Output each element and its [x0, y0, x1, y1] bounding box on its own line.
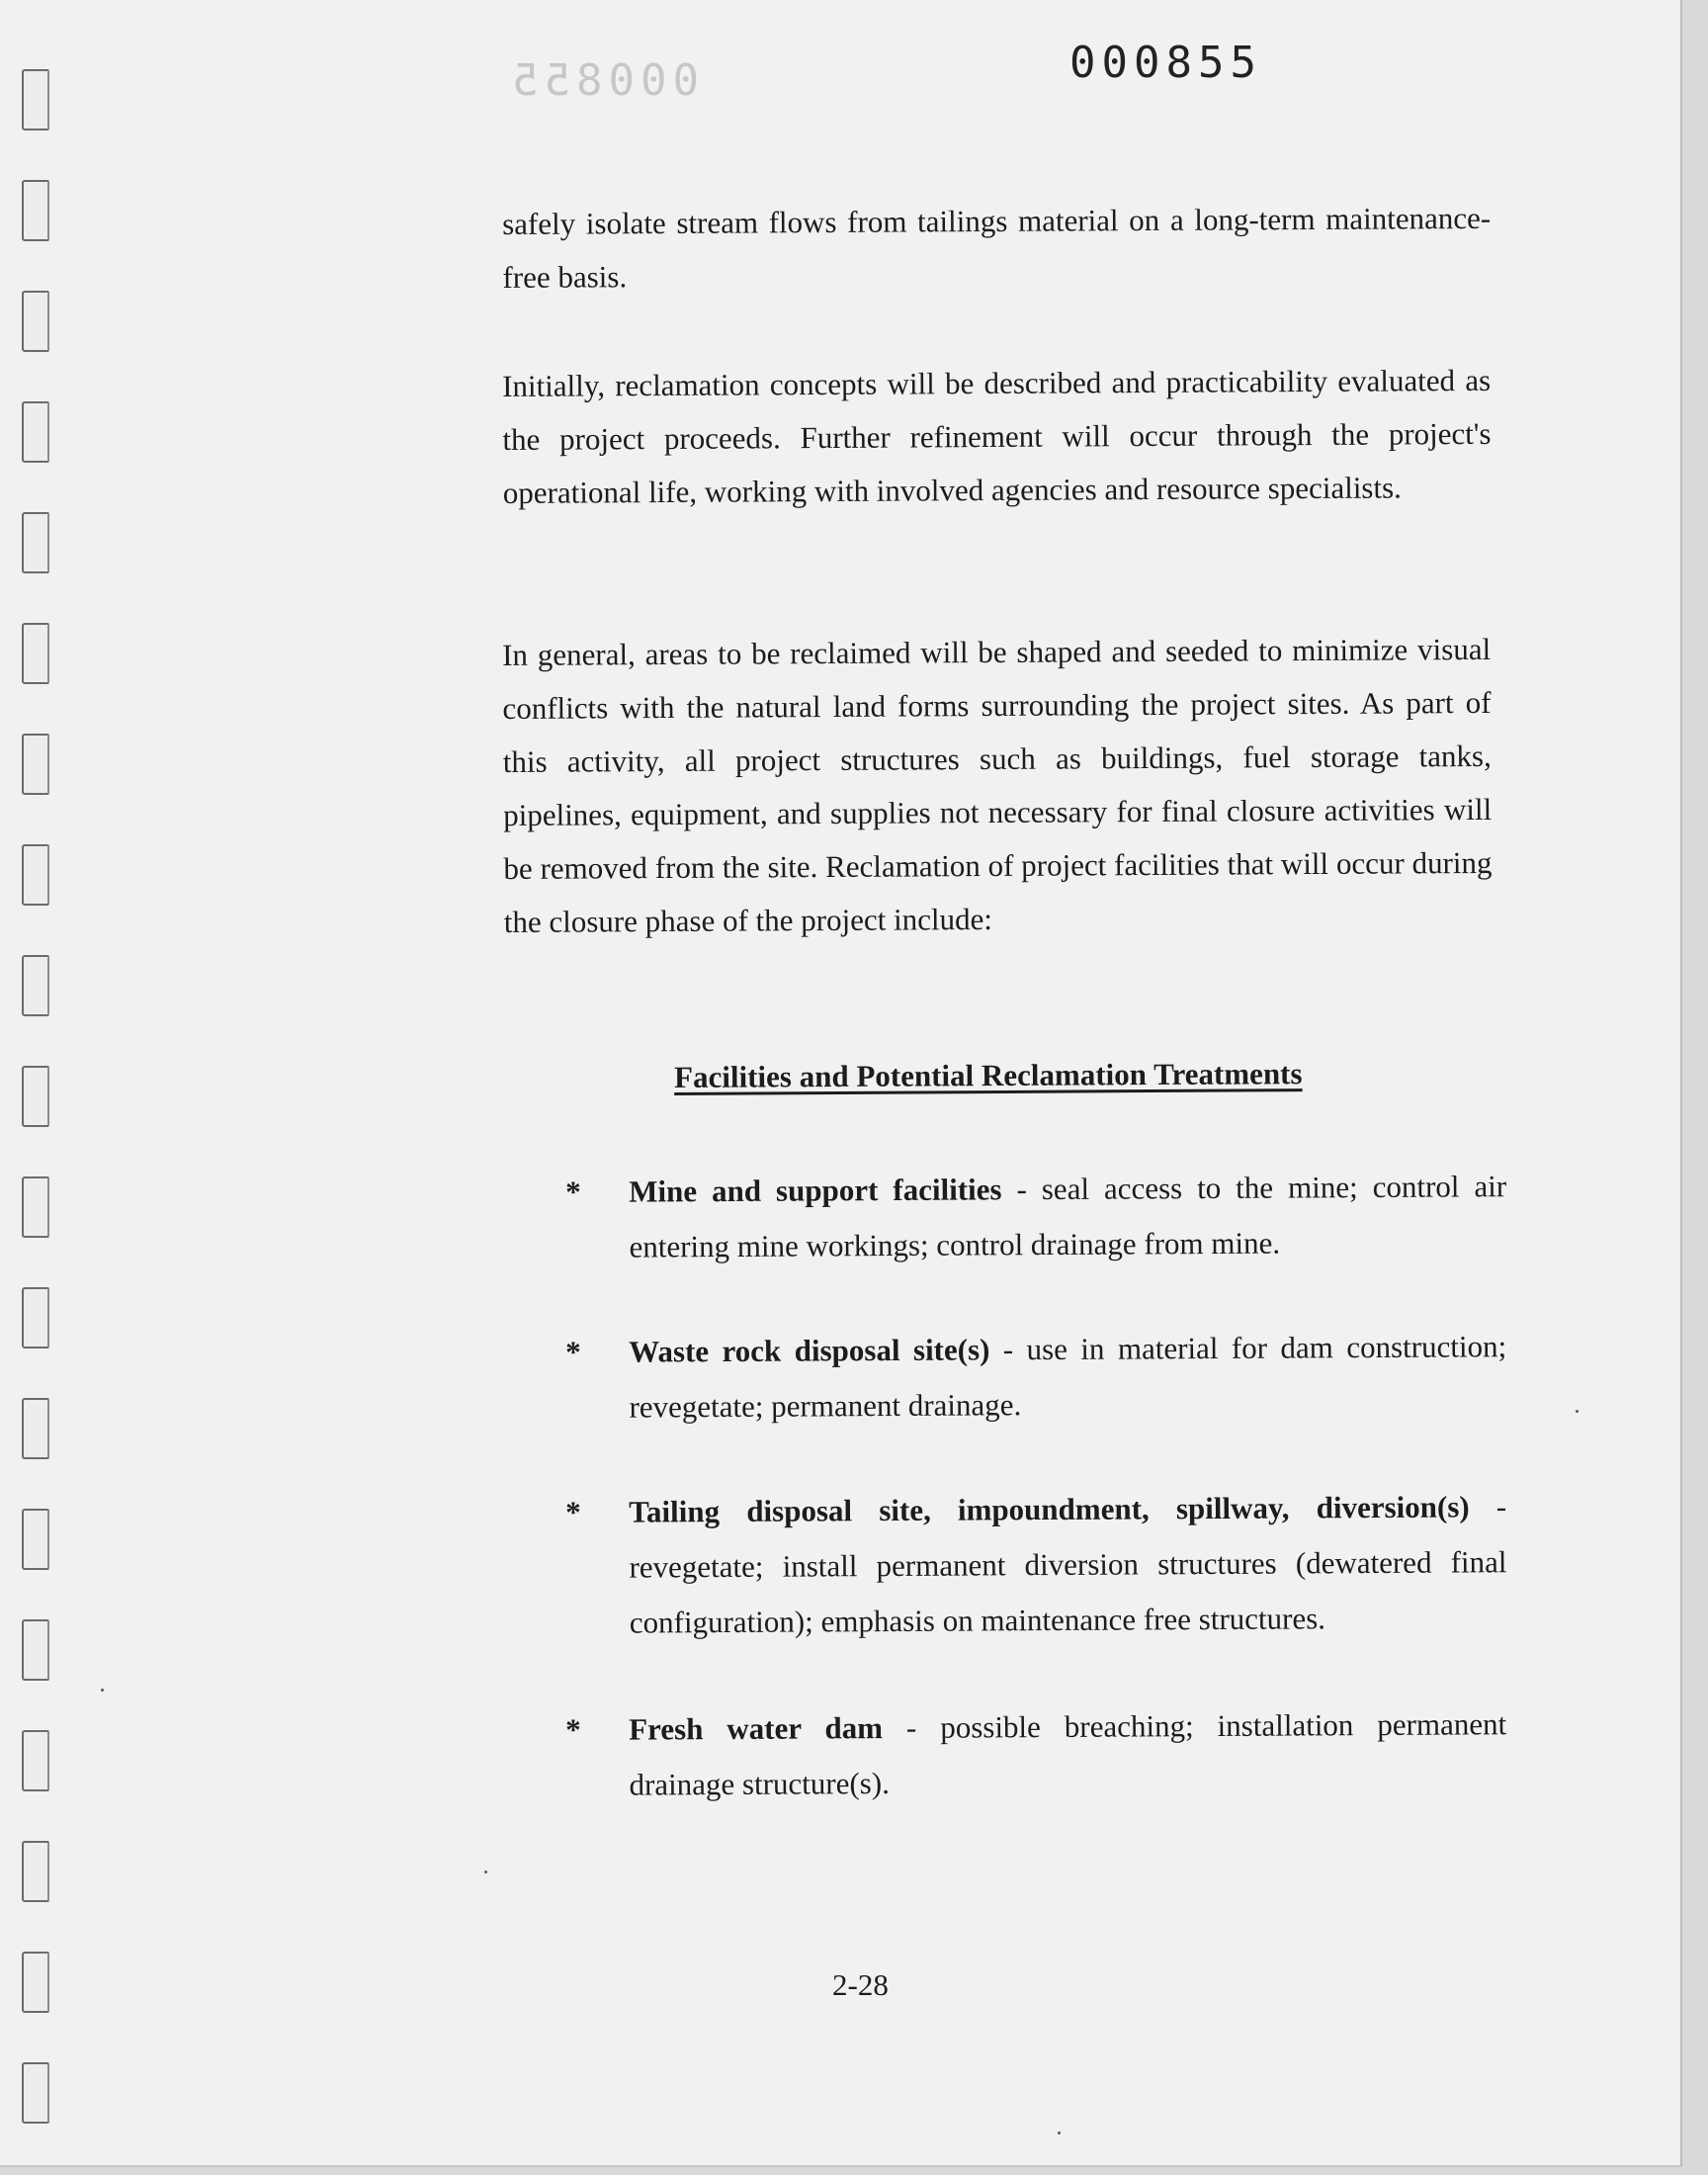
- binder-hole: [22, 1841, 49, 1902]
- bullet-text: - use in material for dam construction; revegetate; permanent drainage.: [629, 1329, 1507, 1425]
- bullet-content: [629, 1696, 1507, 1812]
- bullet-text: - seal access to the mine; control air entering mine workings; control drainage from mine.: [629, 1169, 1507, 1264]
- bullet-marker: *: [565, 1711, 581, 1747]
- paragraph-3: In general, areas to be reclaimed will be shaped and seeded to minimize visual conflicts with the natural land forms surrounding the project sites. As part of this activity, all project structures such as buildings, fuel storage tanks, pipelines, equipment, and supplies not necessary for final closure activities will be removed from the site. Reclamation of project facilities that will occur during the closure phase of the project include:: [502, 631, 1493, 939]
- bullet-term: Mine and support facilities: [629, 1172, 1002, 1209]
- binder-hole: [22, 512, 49, 573]
- binder-hole: [22, 1176, 49, 1238]
- binder-holes: [22, 69, 61, 2126]
- binder-hole: [22, 1730, 49, 1791]
- binder-hole: [22, 1287, 49, 1348]
- bullet-term: Waste rock disposal site(s): [629, 1332, 990, 1369]
- page-number: 2-28: [832, 1967, 889, 2002]
- paragraph-2: Initially, reclamation concepts will be described and practicability evaluated as the project proceeds. Further refinement will occur through the project's operational life, working with involved agencies and resource specialists.: [502, 362, 1492, 510]
- document-id-stamp: 000855: [1069, 38, 1262, 88]
- bullet-text: - possible breaching; installation permanent drainage structure(s).: [629, 1706, 1507, 1802]
- bullet-item-waste-rock: [565, 1319, 1507, 1436]
- binder-hole: [22, 623, 49, 684]
- bullet-item-mine-facilities: [565, 1159, 1507, 1275]
- binder-hole: [22, 401, 49, 463]
- bullet-marker: *: [565, 1494, 581, 1529]
- bullet-term: Fresh water dam: [629, 1710, 884, 1747]
- binder-hole: [22, 734, 49, 795]
- binder-hole: [22, 291, 49, 352]
- binder-hole: [22, 955, 49, 1016]
- scan-speck: [1058, 2132, 1061, 2134]
- bullet-content: [629, 1479, 1507, 1650]
- bleed-through-stamp: 000855: [506, 55, 699, 106]
- binder-hole: [22, 1066, 49, 1127]
- binder-hole: [22, 844, 49, 906]
- binder-hole: [22, 180, 49, 241]
- binder-hole: [22, 1952, 49, 2013]
- scan-speck: [101, 1689, 104, 1692]
- bullet-content: [629, 1319, 1507, 1435]
- bullet-marker: *: [565, 1174, 581, 1209]
- bullet-text: - revegetate; install permanent diversion structures (dewatered final configuration); emphasis on maintenance free structures.: [629, 1489, 1507, 1640]
- binder-hole: [22, 69, 49, 130]
- binder-hole: [22, 1509, 49, 1570]
- bullet-content: [629, 1159, 1507, 1274]
- binder-hole: [22, 2062, 49, 2124]
- section-heading: Facilities and Potential Reclamation Treatments: [674, 1056, 1303, 1094]
- bullet-marker: *: [565, 1334, 581, 1369]
- paragraph-1: safely isolate stream flows from tailings material on a long-term maintenance-free basis.: [502, 200, 1492, 295]
- bullet-term: Tailing disposal site, impoundment, spillway, diversion(s): [629, 1489, 1470, 1529]
- scan-speck: [1576, 1410, 1579, 1413]
- binder-hole: [22, 1619, 49, 1681]
- binder-hole: [22, 1398, 49, 1459]
- scan-speck: [484, 1870, 487, 1873]
- bullet-item-tailing-disposal: [565, 1479, 1507, 1651]
- bullet-item-fresh-water-dam: [565, 1696, 1507, 1813]
